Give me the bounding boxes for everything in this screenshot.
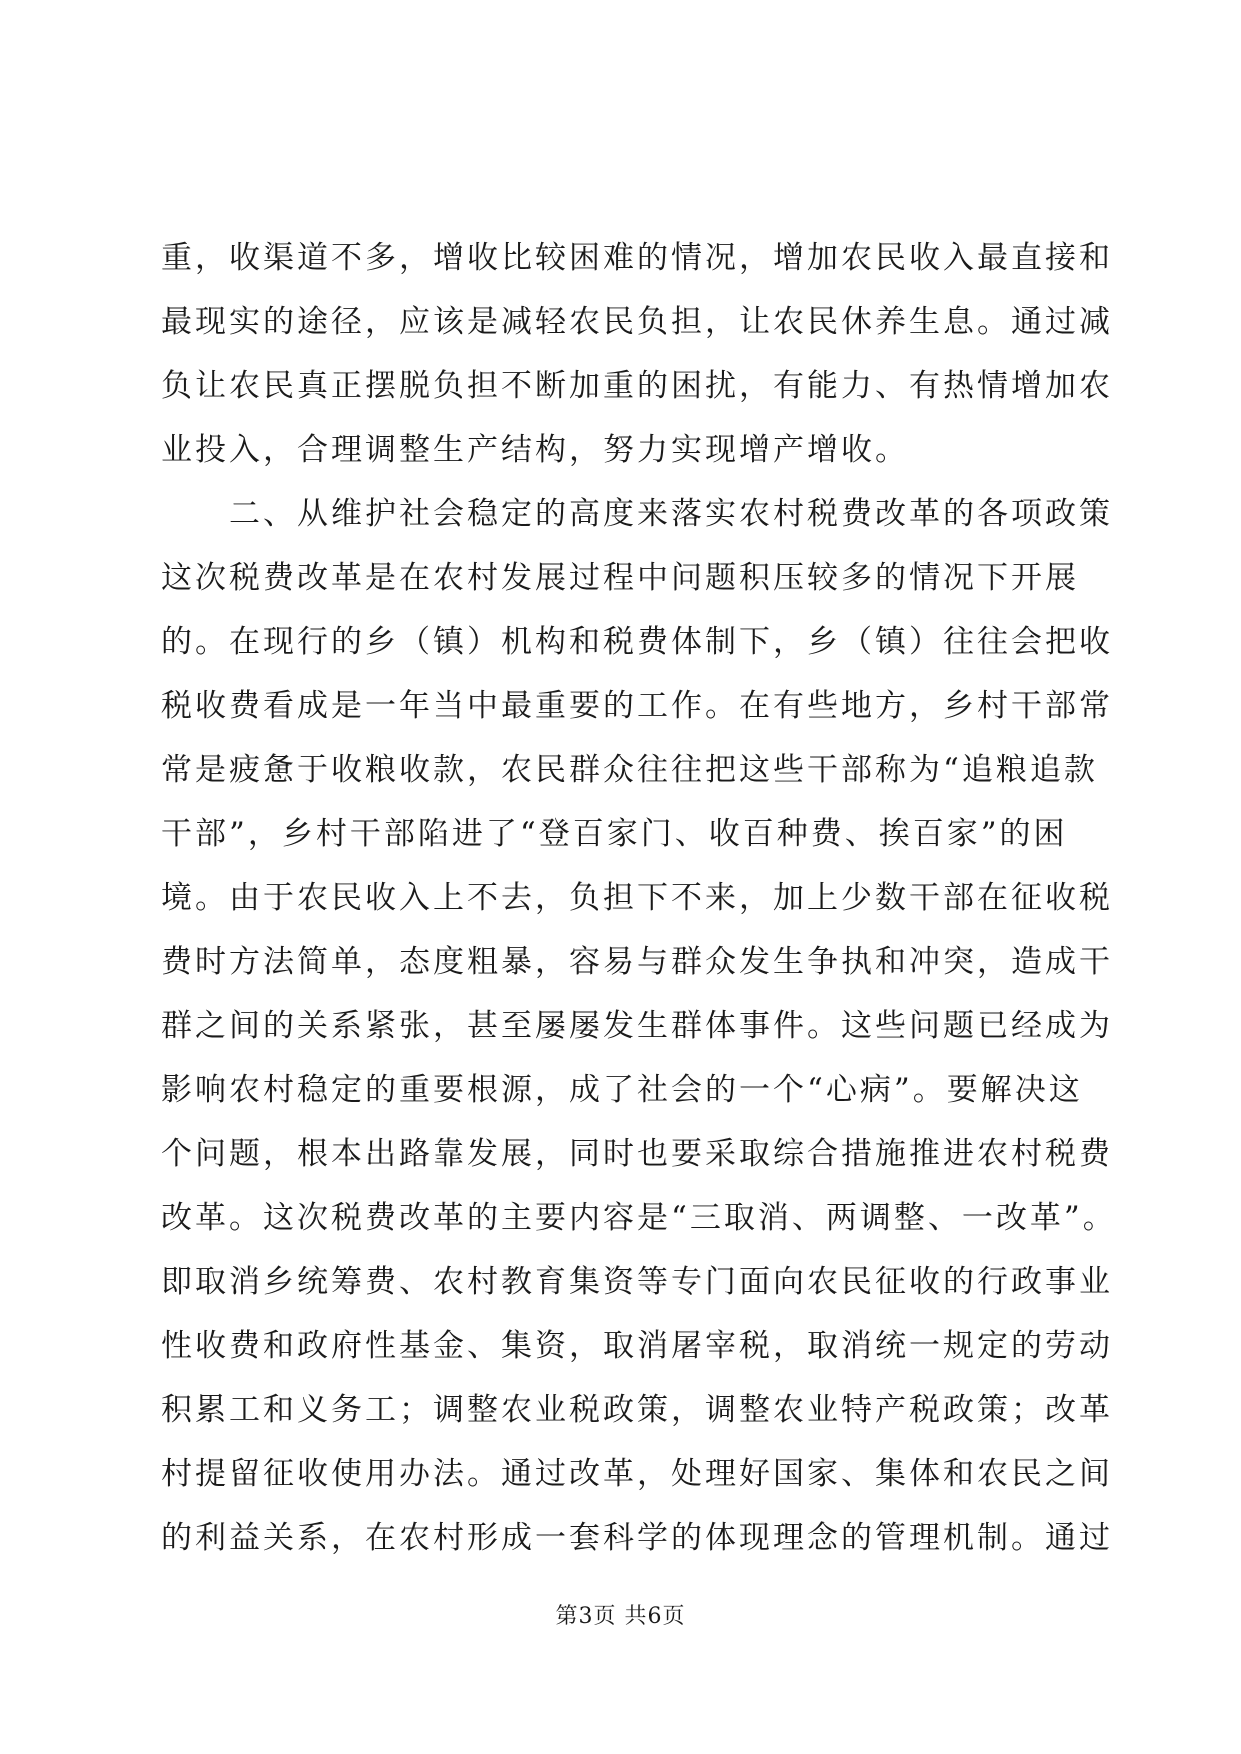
body-text	[161, 226, 1117, 1570]
text-line: 的利益关系，在农村形成一套科学的体现理念的管理机制。通过	[161, 1520, 1113, 1556]
section-heading-line: 二、从维护社会稳定的高度来落实农村税费改革的各项政策	[161, 496, 1113, 532]
text-line: 群之间的关系紧张，甚至屡屡发生群体事件。这些问题已经成为	[161, 1008, 1113, 1044]
text-line: 常是疲惫于收粮收款，农民群众往往把这些干部称为“追粮追款	[161, 752, 1098, 788]
text-line: 业投入，合理调整生产结构，努力实现增产增收。	[161, 432, 909, 468]
text-line: 最现实的途径，应该是减轻农民负担，让农民休养生息。通过减	[161, 304, 1113, 340]
text-line: 个问题，根本出路靠发展，同时也要采取综合措施推进农村税费	[161, 1136, 1113, 1172]
text-line: 重，收渠道不多，增收比较困难的情况，增加农民收入最直接和	[161, 240, 1113, 276]
text-line: 即取消乡统筹费、农村教育集资等专门面向农民征收的行政事业	[161, 1264, 1113, 1300]
text-line: 负让农民真正摆脱负担不断加重的困扰，有能力、有热情增加农	[161, 368, 1113, 404]
text-line: 税收费看成是一年当中最重要的工作。在有些地方，乡村干部常	[161, 688, 1113, 724]
text-line: 影响农村稳定的重要根源，成了社会的一个“心病”。要解决这	[161, 1072, 1083, 1108]
text-line: 费时方法简单，态度粗暴，容易与群众发生争执和冲突，造成干	[161, 944, 1113, 980]
page-footer	[0, 1602, 1241, 1632]
text-line: 村提留征收使用办法。通过改革，处理好国家、集体和农民之间	[161, 1456, 1113, 1492]
text-line: 的。在现行的乡（镇）机构和税费体制下，乡（镇）往往会把收	[161, 624, 1113, 660]
text-line: 积累工和义务工；调整农业税政策，调整农业特产税政策；改革	[161, 1392, 1113, 1428]
text-line: 境。由于农民收入上不去，负担下不来，加上少数干部在征收税	[161, 880, 1113, 916]
text-line: 改革。这次税费改革的主要内容是“三取消、两调整、一改革”。	[161, 1200, 1117, 1236]
text-line: 这次税费改革是在农村发展过程中问题积压较多的情况下开展	[161, 560, 1079, 596]
text-line: 性收费和政府性基金、集资，取消屠宰税，取消统一规定的劳动	[161, 1328, 1113, 1364]
text-line: 干部”，乡村干部陷进了“登百家门、收百种费、挨百家”的困	[161, 816, 1068, 852]
page-number-label: 第3页 共6页	[555, 1604, 686, 1629]
